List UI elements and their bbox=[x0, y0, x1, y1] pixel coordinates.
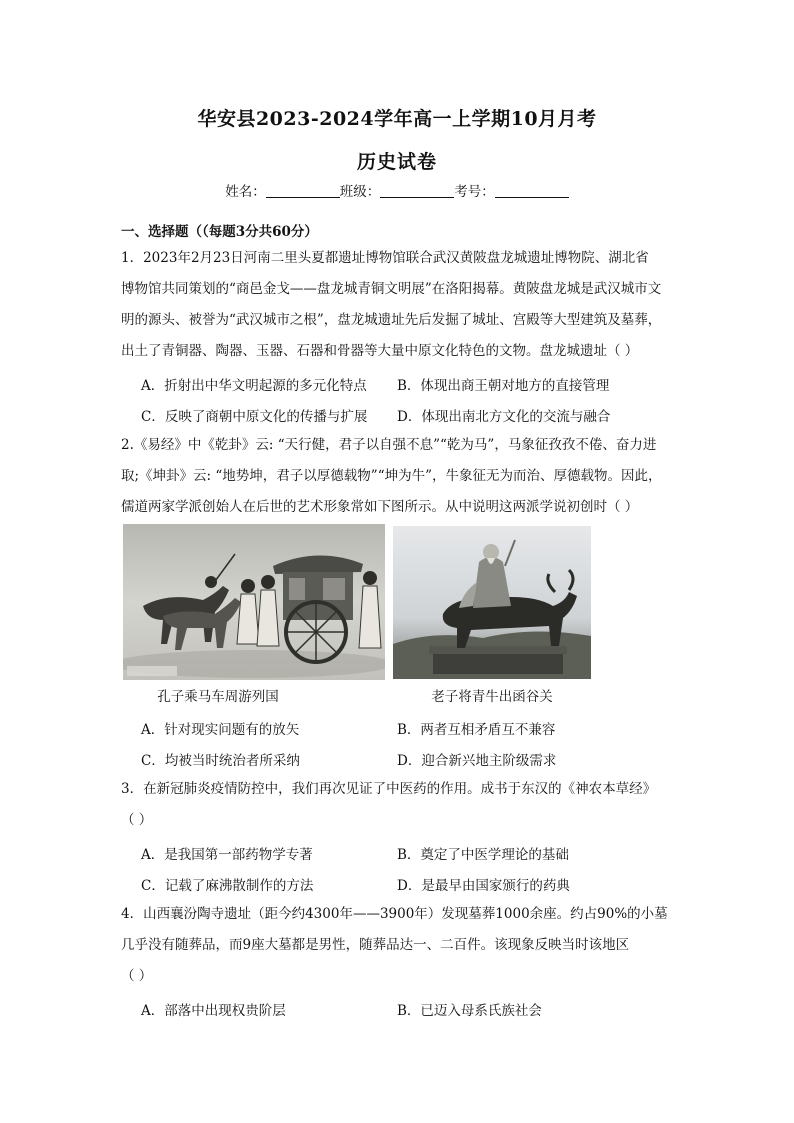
q1-line-1: 1．2023年2月23日河南二里头夏都遗址博物馆联合武汉黄陂盘龙城遗址博物院、湖北省 bbox=[121, 250, 649, 266]
q3-option-b[interactable]: B．奠定了中医学理论的基础 bbox=[397, 847, 569, 863]
q1-option-d[interactable]: D．体现出南北方文化的交流与融合 bbox=[397, 409, 611, 425]
q1-line-2: 博物馆共同策划的“商邑金戈——盘龙城青铜文明展”在洛阳揭幕。黄陂盘龙城是武汉城市文 bbox=[121, 281, 662, 297]
caption-confucius: 孔子乘马车周游列国 bbox=[157, 689, 279, 705]
confucius-carriage-image bbox=[123, 524, 385, 680]
question-3 bbox=[121, 774, 677, 836]
section-heading: 一、选择题（（每题3分共60分） bbox=[121, 224, 318, 240]
q2-line-2: 取;《坤卦》云: “地势坤，君子以厚德载物”“坤为牛”，牛象征无为而治、厚德载物。因此， bbox=[121, 468, 662, 484]
q2-option-a[interactable]: A．针对现实问题有的放矢 bbox=[141, 722, 300, 738]
exam-subtitle: 历史试卷 bbox=[356, 151, 437, 173]
q4-option-b[interactable]: B．已迈入母系氏族社会 bbox=[397, 1003, 542, 1019]
student-info-line bbox=[0, 180, 794, 200]
name-blank[interactable] bbox=[266, 184, 340, 198]
laozi-ox-image bbox=[393, 526, 591, 679]
q2-line-1: 2.《易经》中《乾卦》云: “天行健，君子以自强不息”“乾为马”，马象征孜孜不倦、奋力进 bbox=[121, 437, 657, 453]
q3-line-1: 3．在新冠肺炎疫情防控中，我们再次见证了中医药的作用。成书于东汉的《神农本草经》 bbox=[121, 781, 657, 797]
question-2 bbox=[121, 430, 677, 523]
q1-option-b[interactable]: B．体现出商王朝对地方的直接管理 bbox=[397, 378, 610, 394]
q2-option-c[interactable]: C．均被当时统治者所采纳 bbox=[141, 753, 300, 769]
question-4 bbox=[121, 899, 677, 992]
q3-option-a[interactable]: A．是我国第一部药物学专著 bbox=[141, 847, 313, 863]
class-label: 班级： bbox=[339, 184, 381, 200]
name-label: 姓名： bbox=[225, 184, 266, 200]
q1-line-3: 明的源头、被誉为“武汉城市之根”，盘龙城遗址先后发掘了城址、宫殿等大型建筑及墓葬， bbox=[121, 312, 662, 328]
q4-line-1: 4．山西襄汾陶寺遗址（距今约4300年——3900年）发现墓葬1000余座。约占90%的小墓 bbox=[121, 906, 668, 922]
class-blank[interactable] bbox=[380, 184, 454, 198]
exam-number-label: 考号： bbox=[454, 184, 495, 200]
laozi-ox-drawing bbox=[393, 526, 591, 679]
q1-line-4: 出土了青铜器、陶器、玉器、石器和骨器等大量中原文化特色的文物。盘龙城遗址（ ） bbox=[121, 343, 639, 359]
q2-option-d[interactable]: D．迎合新兴地主阶级需求 bbox=[397, 753, 557, 769]
exam-number-blank[interactable] bbox=[495, 184, 569, 198]
q4-option-a[interactable]: A．部落中出现权贵阶层 bbox=[141, 1003, 286, 1019]
q1-option-a[interactable]: A．折射出中华文明起源的多元化特点 bbox=[141, 378, 367, 394]
q2-line-3: 儒道两家学派创始人在后世的艺术形象常如下图所示。从中说明这两派学说初创时（ ） bbox=[121, 499, 639, 515]
q4-line-2: 几乎没有随葬品，而9座大墓都是男性，随葬品达一、二百件。该现象反映当时该地区 bbox=[121, 937, 630, 953]
q3-option-c[interactable]: C．记载了麻沸散制作的方法 bbox=[141, 878, 314, 894]
exam-title: 华安县2023-2024学年高一上学期10月月考 bbox=[197, 108, 597, 130]
q4-line-3: （ ） bbox=[121, 968, 153, 984]
q3-option-d[interactable]: D．是最早由国家颁行的药典 bbox=[397, 878, 570, 894]
caption-laozi: 老子将青牛出函谷关 bbox=[431, 689, 553, 705]
question-1 bbox=[121, 243, 677, 367]
confucius-carriage-drawing bbox=[123, 524, 385, 680]
q2-option-b[interactable]: B．两者互相矛盾互不兼容 bbox=[397, 722, 556, 738]
q3-line-2: （ ） bbox=[121, 812, 153, 828]
q1-option-c[interactable]: C．反映了商朝中原文化的传播与扩展 bbox=[141, 409, 368, 425]
